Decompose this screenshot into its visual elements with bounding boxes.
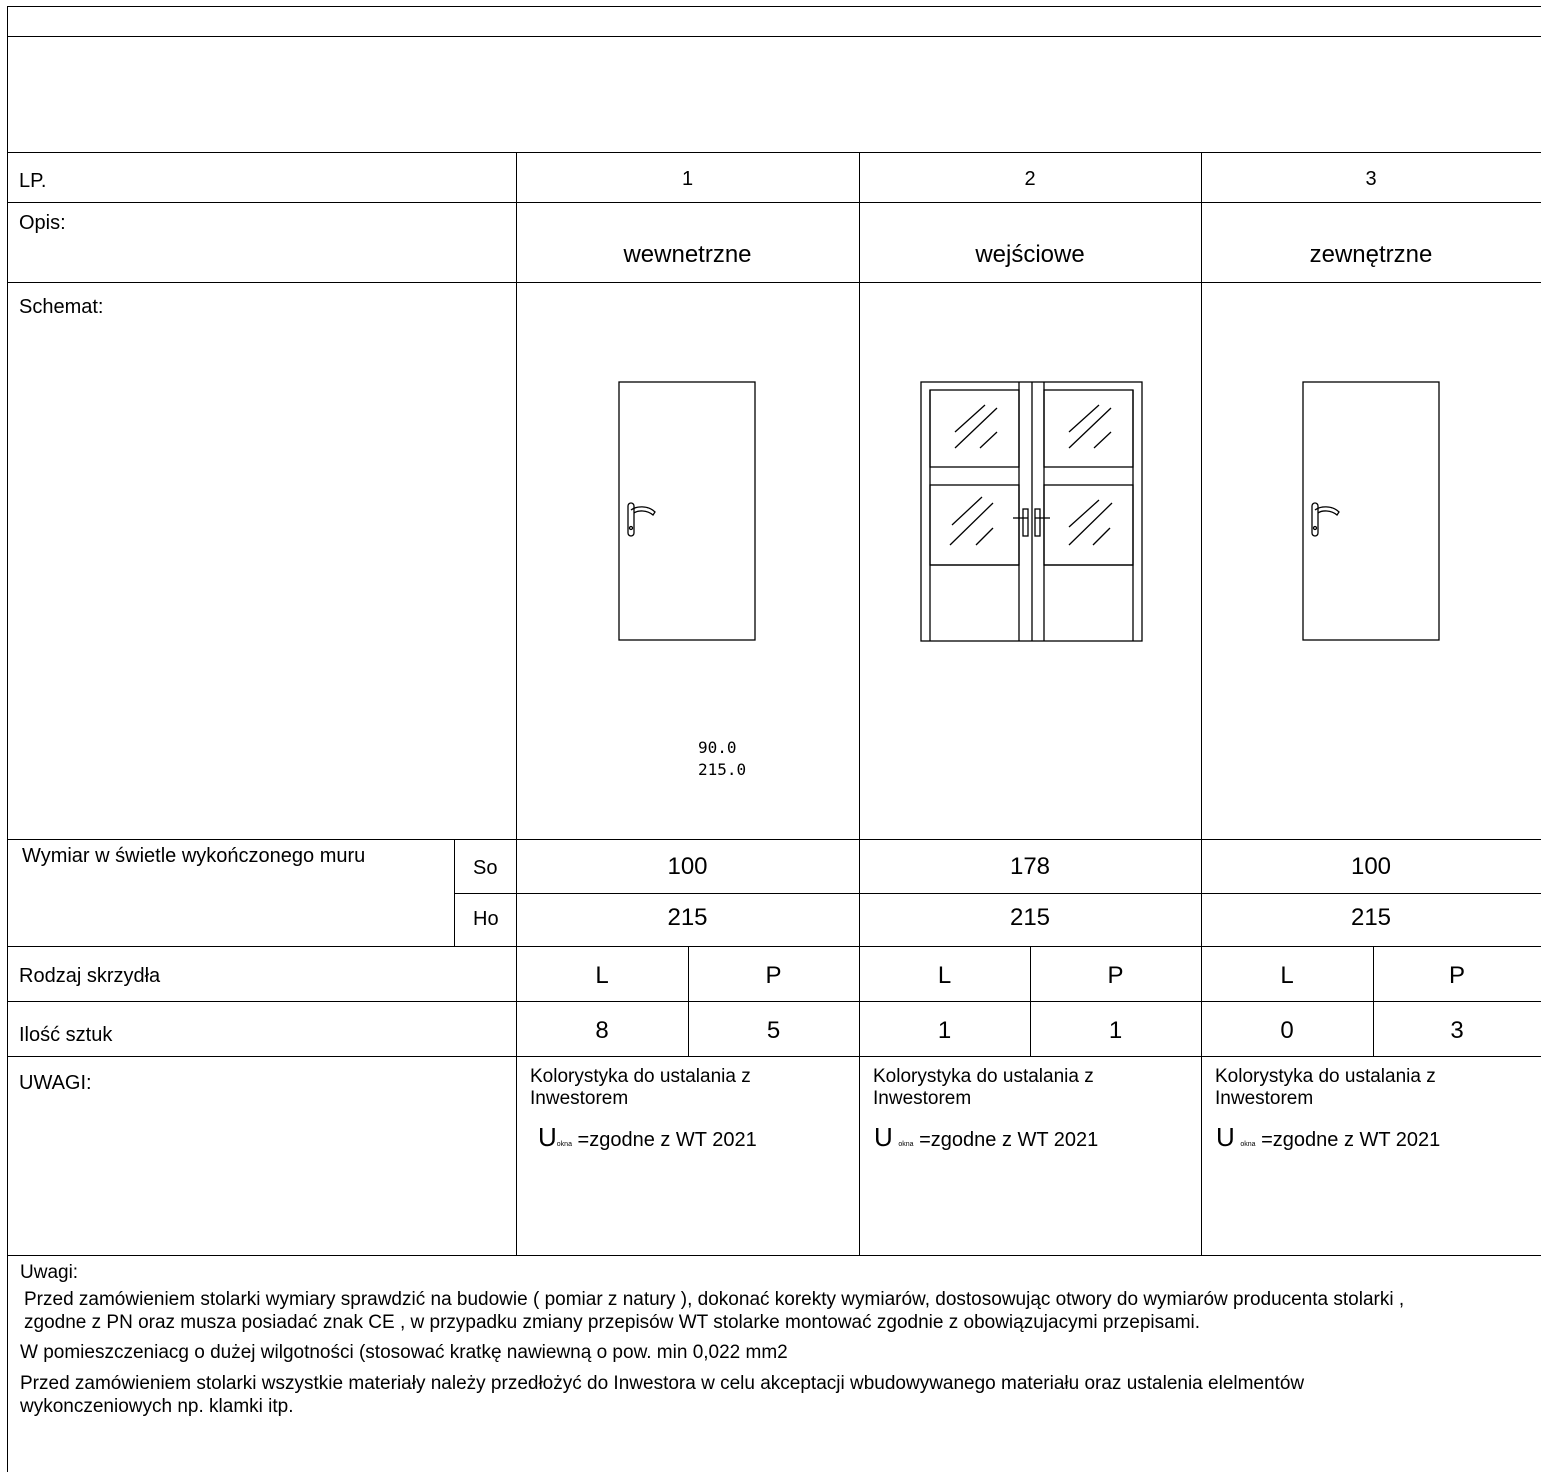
col1-note: Kolorystyka do ustalania z Inwestorem [530,1066,751,1109]
col3-count-p: 3 [1450,1017,1464,1044]
col2-count-l: 1 [937,1017,952,1044]
schema-dimensions [698,737,746,781]
label-wymiar: Wymiar w świetle wykończonego muru [22,845,366,867]
label-so: So [473,857,498,879]
col2-lp: 2 [1024,168,1036,190]
col2-type-l: L [937,962,952,989]
schema-width: 90.0 [698,738,737,757]
col1-so: 100 [667,853,708,880]
col3-type-l: L [1280,962,1294,989]
col1-opis: wewnetrzne [623,241,752,268]
col3-lp: 3 [1365,168,1377,190]
col1-count-p: 5 [766,1017,781,1044]
door-3-drawing [1303,382,1439,640]
col3-count-l: 0 [1280,1017,1294,1044]
col3-so: 100 [1350,853,1392,880]
footer-title: Uwagi: [20,1262,79,1283]
label-ho: Ho [473,908,499,930]
col3-u-value: U okna =zgodne z WT 2021 [1216,1122,1441,1152]
label-rodzaj-skrzydla: Rodzaj skrzydła [19,965,161,987]
footer-line-3: W pomieszczeniacg o dużej wilgotności (stosować kratkę nawiewną o pow. min 0,022 mm2 [20,1342,788,1363]
door-1-drawing [619,382,755,640]
col2-opis: wejściowe [975,241,1085,268]
col2-count-p: 1 [1108,1017,1123,1044]
col3-ho: 215 [1350,904,1392,931]
label-opis: Opis: [19,212,66,234]
col3-note: Kolorystyka do ustalania z Inwestorem [1215,1066,1436,1109]
col1-u-value: Uokna =zgodne z WT 2021 [538,1122,757,1152]
footer-line-1: Przed zamówieniem stolarki wymiary sprawdzić na budowie ( pomiar z natury ), dokonać korekty wymiarów, dostosowując otwory do wymiarów producenta stolarki , [24,1289,1405,1310]
col1-lp: 1 [681,168,694,190]
col1-count-l: 8 [595,1017,609,1044]
label-ilosc-sztuk: Ilość sztuk [19,1024,113,1046]
label-lp: LP. [19,170,47,192]
door-2-drawing [921,382,1142,641]
col2-u-value: U okna =zgodne z WT 2021 [874,1122,1099,1152]
col2-type-p: P [1107,962,1124,989]
footer-line-4: Przed zamówieniem stolarki wszystkie materiały należy przedłożyć do Inwestora w celu akceptacji wbudowywanego materiału oraz ustalenia elelmentów [20,1373,1305,1394]
col2-note: Kolorystyka do ustalania z Inwestorem [873,1066,1094,1109]
label-uwagi: UWAGI: [19,1072,92,1094]
label-schemat: Schemat: [19,296,104,318]
col1-ho: 215 [667,904,708,931]
footer-line-2: zgodne z PN oraz musza posiadać znak CE , w przypadku zmiany przepisów WT stolarke montować zgodnie z obowiązujacymi przepisami. [24,1312,1201,1333]
col2-so: 178 [1009,853,1051,880]
col1-type-l: L [595,962,609,989]
col3-type-p: P [1448,962,1465,989]
schema-height: 215.0 [698,760,747,779]
col1-type-p: P [765,962,782,989]
col2-ho: 215 [1009,904,1051,931]
col3-opis: zewnętrzne [1309,241,1433,268]
footer-line-5: wykonczeniowych np. klamki itp. [20,1396,294,1417]
